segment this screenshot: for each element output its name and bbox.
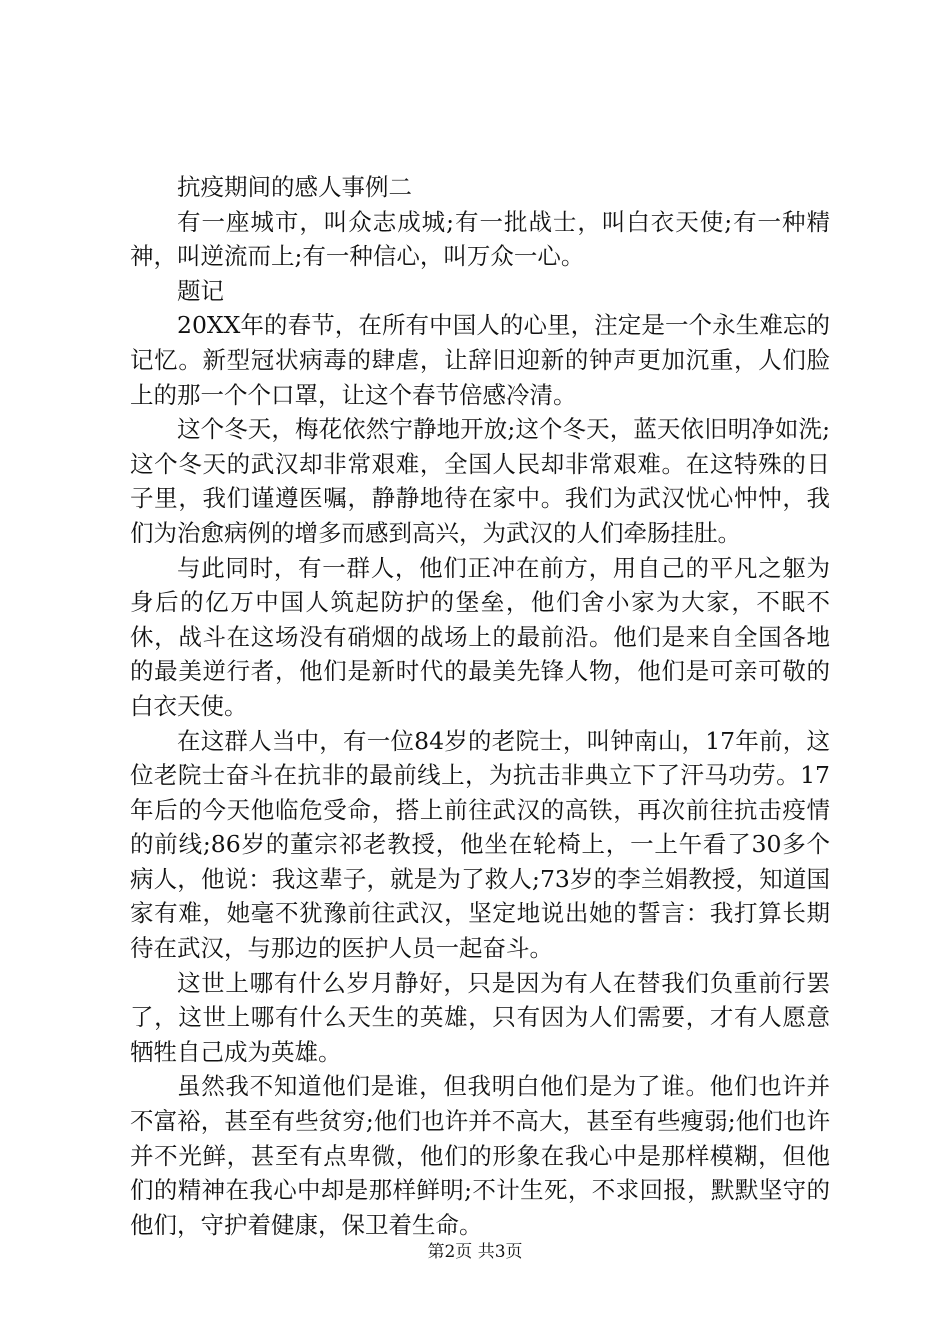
document-body <box>130 170 830 1242</box>
paragraph-epigraph-label: 题记 <box>177 276 224 305</box>
paragraph-heroes: 这世上哪有什么岁月静好，只是因为有人在替我们负重前行罢了，这世上哪有什么天生的英雄，只有因为人们需要，才有人愿意牺牲自己成为英雄。 <box>130 968 830 1066</box>
paragraph-guardians: 虽然我不知道他们是谁，但我明白他们是为了谁。他们也许并不富裕，甚至有些贫穷;他们也许并不高大，甚至有些瘦弱;他们也许并不光鲜，甚至有点卑微，他们的形象在我心中是那样模糊，但他们的精神在我心中却是那样鲜明;不计生死，不求回报，默默坚守的他们，守护着健康，保卫着生命。 <box>130 1072 830 1239</box>
paragraph-frontline: 与此同时，有一群人，他们正冲在前方，用自己的平凡之躯为身后的亿万中国人筑起防护的堡垒，他们舍小家为大家，不眠不休，战斗在这场没有硝烟的战场上的最前沿。他们是来自全国各地的最美逆行者，他们是新时代的最美先锋人物，他们是可亲可敬的白衣天使。 <box>130 553 830 720</box>
paragraph-experts: 在这群人当中，有一位84岁的老院士，叫钟南山，17年前，这位老院士奋斗在抗非的最前线上，为抗击非典立下了汗马功劳。17年后的今天他临危受命，搭上前往武汉的高铁，再次前往抗击疫情的前线;86岁的董宗祁老教授，他坐在轮椅上，一上午看了30多个病人，他说：我这辈子，就是为了救人;73岁的李兰娟教授，知道国家有难，她毫不犹豫前往武汉，坚定地说出她的誓言：我打算长期待在武汉，与那边的医护人员一起奋斗。 <box>130 726 830 963</box>
page-number-footer: 第2页 共3页 <box>427 1242 523 1262</box>
paragraph-intro: 有一座城市，叫众志成城;有一批战士，叫白衣天使;有一种精神，叫逆流而上;有一种信心，叫万众一心。 <box>130 207 830 271</box>
paragraph-spring-festival: 20XX年的春节，在所有中国人的心里，注定是一个永生难忘的记忆。新型冠状病毒的肆虐，让辞旧迎新的钟声更加沉重，人们脸上的那一个个口罩，让这个春节倍感冷清。 <box>130 311 830 409</box>
document-title: 抗疫期间的感人事例二 <box>177 173 412 201</box>
paragraph-winter: 这个冬天，梅花依然宁静地开放;这个冬天，蓝天依旧明净如洗;这个冬天的武汉却非常艰难，全国人民却非常艰难。在这特殊的日子里，我们谨遵医嘱，静静地待在家中。我们为武汉忧心忡忡，我们为治愈病例的增多而感到高兴，为武汉的人们牵肠挂肚。 <box>130 415 830 547</box>
